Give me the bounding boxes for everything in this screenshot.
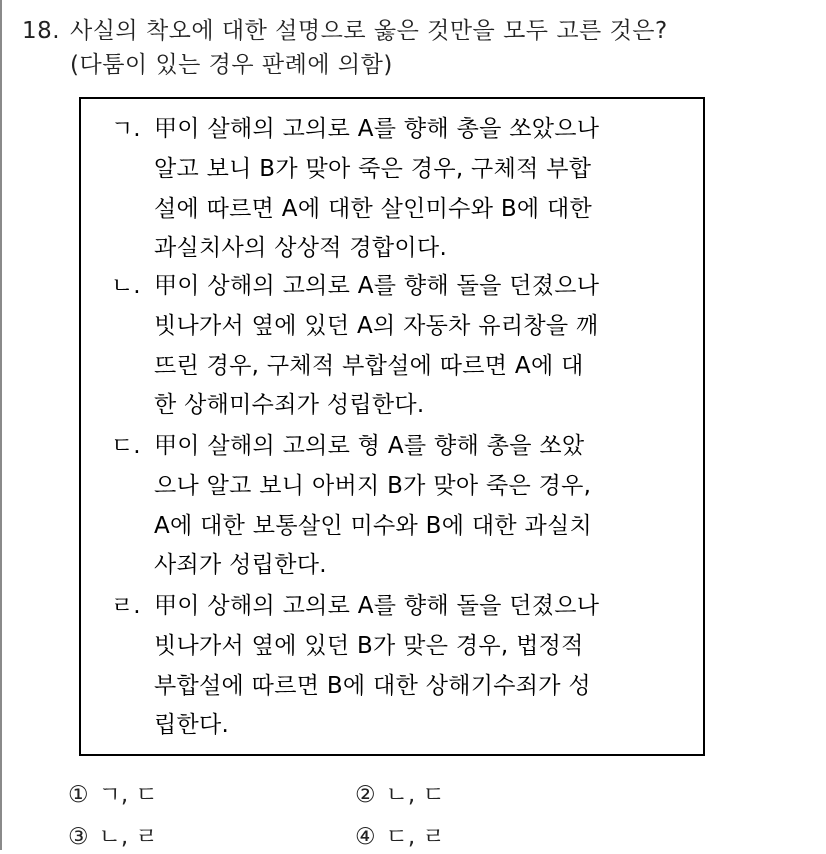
item-line: 甲이 살해의 고의로 A를 향해 총을 쏘았으나 — [154, 116, 600, 142]
item-line: 알고 보니 B가 맞아 죽은 경우, 구체적 부합 — [154, 156, 592, 182]
item-line: 甲이 살해의 고의로 형 A를 향해 총을 쏘았 — [154, 433, 585, 459]
option-number: ② — [355, 782, 376, 808]
item-marker: ㄱ. — [111, 116, 141, 142]
item-line: 빗나가서 옆에 있던 B가 맞은 경우, 법정적 — [154, 633, 584, 659]
item-line: 甲이 상해의 고의로 A를 향해 돌을 던졌으나 — [154, 593, 600, 619]
item-line: 부합설에 따르면 B에 대한 상해기수죄가 성 — [154, 673, 591, 699]
item-line: 설에 따르면 A에 대한 살인미수와 B에 대한 — [154, 196, 593, 222]
question-title — [22, 14, 668, 48]
option-label: ㄴ, ㄷ — [385, 782, 445, 808]
question-subtitle: (다툼이 있는 경우 판례에 의함) — [70, 52, 393, 78]
option-4[interactable] — [355, 820, 445, 854]
item-line: 립한다. — [154, 712, 230, 738]
item-line: A에 대한 보통살인 미수와 B에 대한 과실치 — [154, 513, 593, 539]
option-number: ① — [68, 782, 89, 808]
option-3[interactable] — [68, 820, 158, 854]
option-number: ③ — [68, 824, 89, 850]
option-label: ㄱ, ㄷ — [98, 782, 158, 808]
item-line: 과실치사의 상상적 경합이다. — [154, 235, 448, 261]
option-1[interactable] — [68, 778, 158, 812]
option-number: ④ — [355, 824, 376, 850]
option-label: ㄷ, ㄹ — [385, 824, 445, 850]
question-number: 18. — [22, 18, 61, 44]
item-marker: ㄷ. — [111, 433, 141, 459]
item-line: 으나 알고 보니 아버지 B가 맞아 죽은 경우, — [154, 473, 592, 499]
question-text: 사실의 착오에 대한 설명으로 옳은 것만을 모두 고른 것은? — [70, 18, 668, 44]
option-2[interactable] — [355, 778, 445, 812]
item-line: 甲이 상해의 고의로 A를 향해 돌을 던졌으나 — [154, 273, 600, 299]
item-marker: ㄴ. — [111, 273, 141, 299]
item-line: 한 상해미수죄가 성립한다. — [154, 392, 425, 418]
item-marker: ㄹ. — [111, 593, 141, 619]
item-line: 빗나가서 옆에 있던 A의 자동차 유리창을 깨 — [154, 313, 599, 339]
statement-box — [79, 97, 705, 756]
item-line: 사죄가 성립한다. — [154, 552, 327, 578]
item-line: 뜨린 경우, 구체적 부합설에 따르면 A에 대 — [154, 353, 584, 379]
page-left-border — [0, 0, 2, 850]
option-label: ㄴ, ㄹ — [98, 824, 158, 850]
